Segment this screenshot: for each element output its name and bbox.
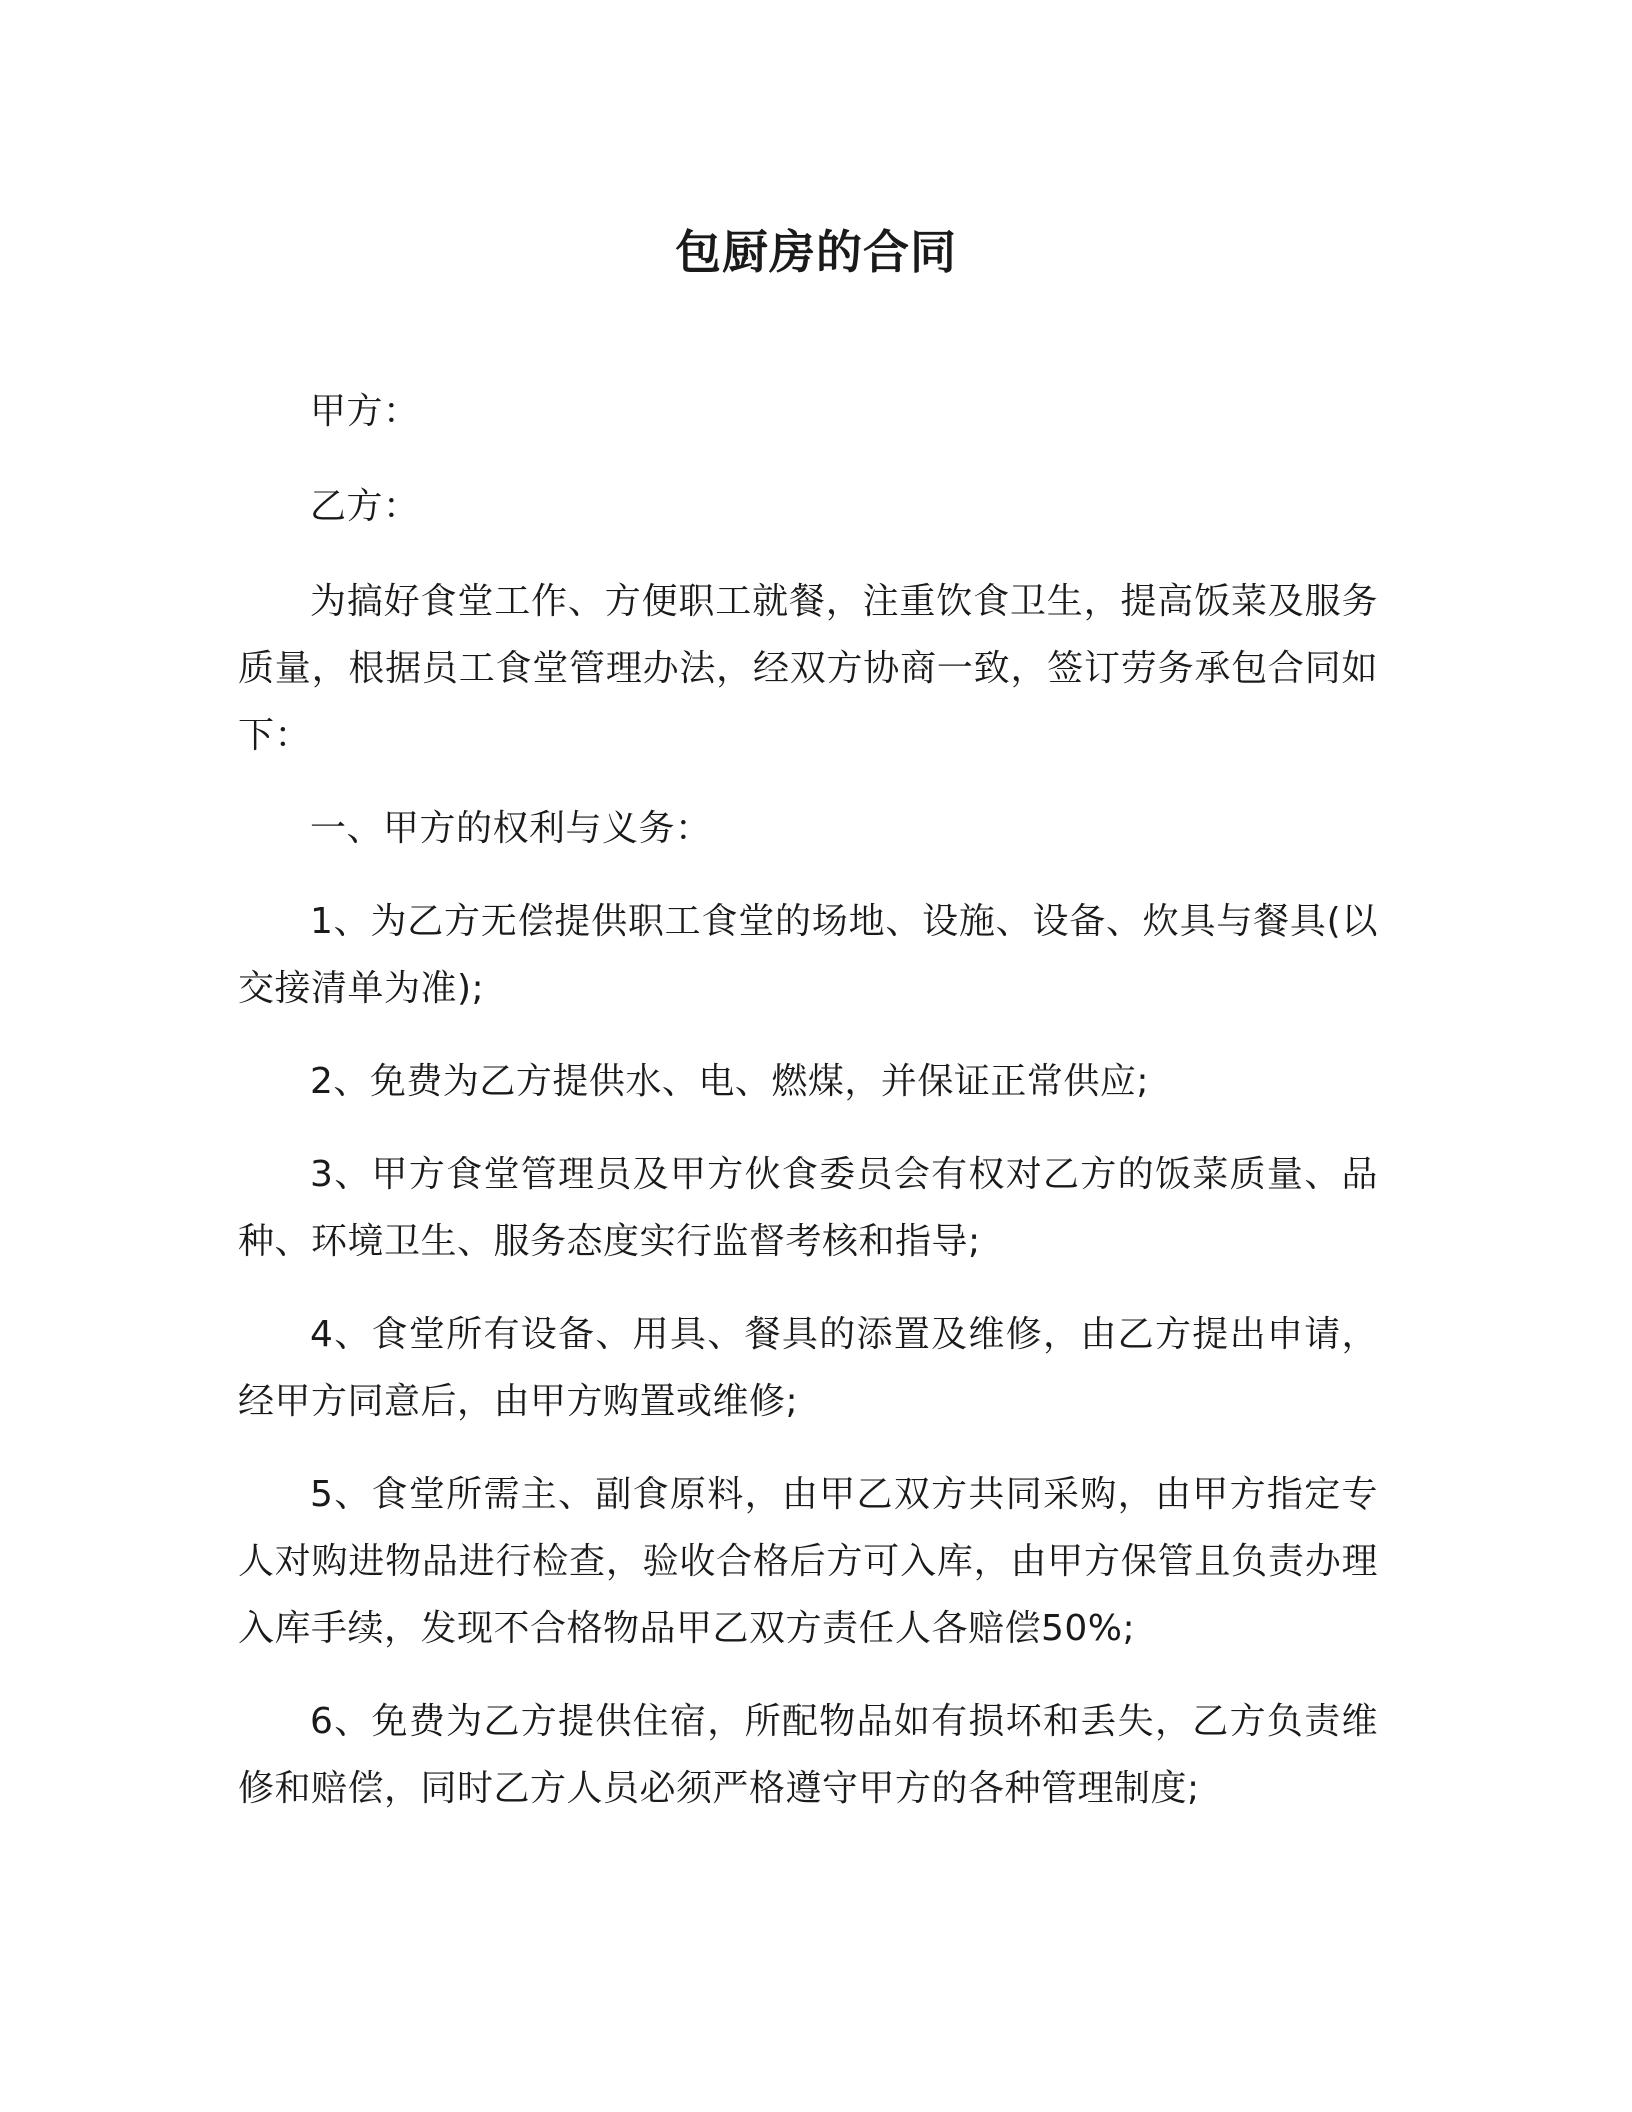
clause-paragraph: 3、甲方食堂管理员及甲方伙食委员会有权对乙方的饭菜质量、品种、环境卫生、服务态度实行监督考核和指导; [238, 1154, 1378, 1262]
clause-paragraph: 1、为乙方无偿提供职工食堂的场地、设施、设备、炊具与餐具(以交接清单为准); [238, 901, 1378, 1009]
document-title: 包厨房的合同 [675, 225, 957, 279]
clause-paragraph: 5、食堂所需主、副食原料，由甲乙双方共同采购，由甲方指定专人对购进物品进行检查，验收合格后方可入库，由甲方保管且负责办理入库手续，发现不合格物品甲乙双方责任人各赔偿50%; [238, 1474, 1378, 1649]
clause-paragraph: 2、免费为乙方提供水、电、燃煤，并保证正常供应; [310, 1061, 1150, 1102]
clause-paragraph: 6、免费为乙方提供住宿，所配物品如有损坏和丢失，乙方负责维修和赔偿，同时乙方人员必须严格遵守甲方的各种管理制度; [238, 1701, 1378, 1809]
document-body [238, 378, 1378, 1848]
clause-paragraph: 4、食堂所有设备、用具、餐具的添置及维修，由乙方提出申请，经甲方同意后，由甲方购置或维修; [238, 1314, 1378, 1422]
party-b-label: 乙方： [310, 486, 420, 527]
party-a-label: 甲方： [310, 391, 420, 432]
preamble-paragraph: 为搞好食堂工作、方便职工就餐，注重饮食卫生，提高饭菜及服务质量，根据员工食堂管理办法，经双方协商一致，签订劳务承包合同如下： [238, 581, 1378, 756]
section-heading: 一、甲方的权利与义务： [310, 808, 712, 849]
